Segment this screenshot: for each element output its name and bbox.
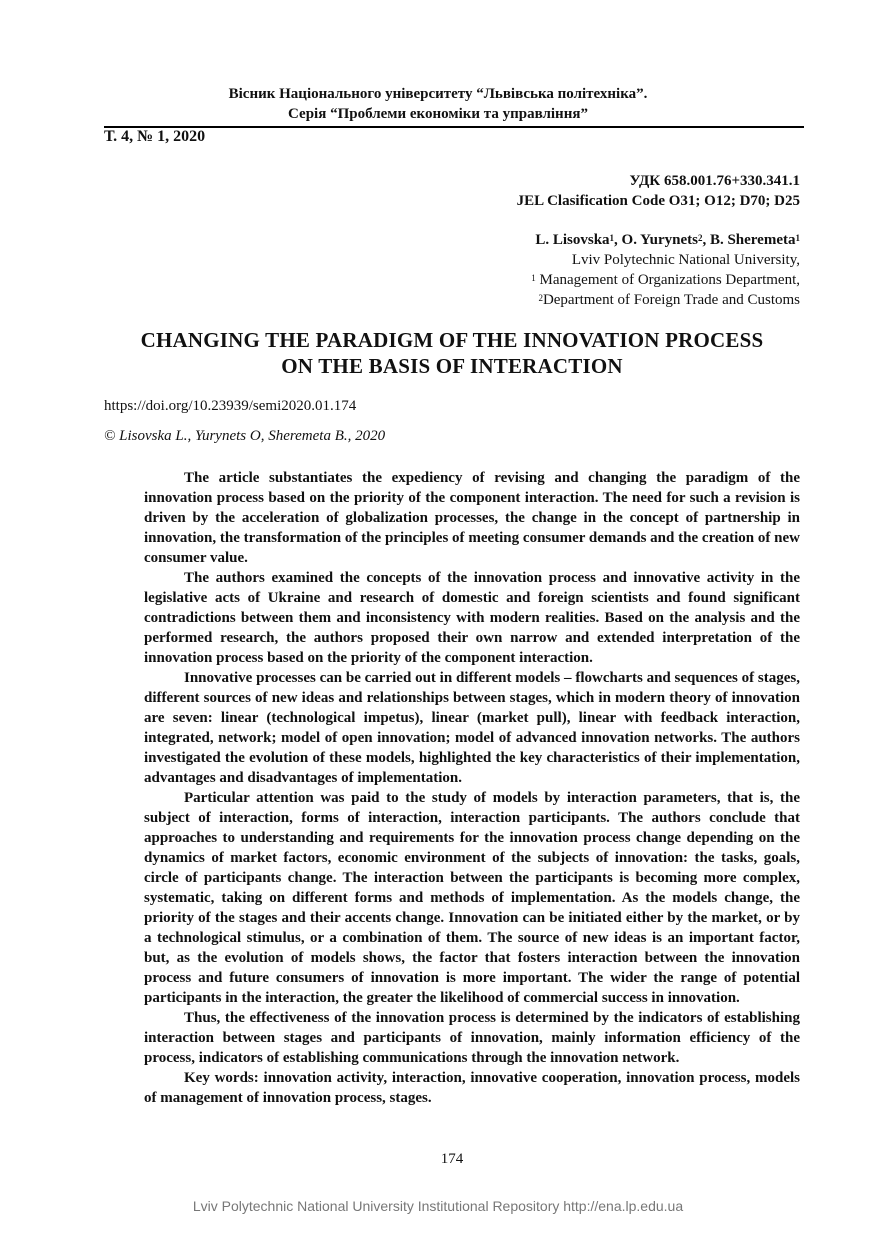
volume-issue: Т. 4, № 1, 2020: [104, 128, 206, 145]
author-sup: 1: [795, 233, 800, 243]
doi-link[interactable]: https://doi.org/10.23939/semi2020.01.174: [104, 398, 357, 414]
affiliation-text: Management of Organizations Department,: [535, 272, 800, 288]
repository-footer: Lviv Polytechnic National University Institutional Repository http://ena.lp.edu.ua: [192, 1198, 684, 1214]
article-title: [0, 327, 876, 379]
author-sup: 2: [697, 233, 703, 243]
author-names: [531, 230, 800, 250]
keywords-paragraph: Key words: innovation activity, interaction, innovative cooperation, innovation process, models of management of innovation process, stages.: [144, 1070, 800, 1106]
abstract-paragraph: The article substantiates the expediency of revising and changing the paradigm of the innovation process based on the priority of the component interaction. The need for such a revision is driven by the acceleration of globalization processes, the change in the concept of partnership in innovation, the transformation of the principles of meeting consumer demands and the creation of new consumer value.: [144, 470, 800, 566]
classification-block: [517, 171, 800, 211]
jel-prefix: JEL Clasification Code: [516, 193, 669, 209]
article-title-line1: CHANGING THE PARADIGM OF THE INNOVATION PROCESS: [140, 328, 764, 352]
copyright-line: © Lisovska L., Yurynets O, Sheremeta B., 2020: [104, 428, 386, 444]
header-rule: [104, 126, 804, 128]
authors-block: [531, 230, 800, 310]
author-name: B. Sheremeta: [709, 232, 796, 248]
affiliation: [531, 290, 800, 310]
article-title-line2: ON THE BASIS OF INTERACTION: [281, 354, 623, 378]
author-sup: 1: [609, 233, 615, 243]
affiliation-sup: 2: [538, 293, 543, 303]
author-sep: ,: [702, 232, 710, 248]
author-name: O. Yurynets: [621, 232, 698, 248]
university: Lviv Polytechnic National University,: [571, 252, 800, 268]
journal-series-line: Серія “Проблеми економіки та управління”: [288, 106, 588, 122]
journal-title-line1: Вісник Національного університету “Львівська політехніка”.: [228, 86, 648, 102]
abstract-paragraph: Thus, the effectiveness of the innovation process is determined by the indicators of establishing interaction between stages and participants of innovation, mainly information efficiency of the process, indicators of establishing communications through the innovation network.: [144, 1010, 800, 1066]
page-number: 174: [440, 1151, 464, 1167]
affiliation: [531, 270, 800, 290]
abstract-paragraph: The authors examined the concepts of the innovation process and innovative activity in the legislative acts of Ukraine and research of domestic and foreign scientists and found significant contradictions between them and inconsistency with modern realities. Based on the analysis and the performed research, the authors proposed their own narrow and extended interpretation of the innovation process based on the priority of the component interaction.: [144, 570, 800, 666]
jel-code: [517, 191, 800, 211]
abstract: [144, 468, 800, 1108]
author-name: L. Lisovska: [535, 232, 610, 248]
author-sep: ,: [614, 232, 622, 248]
affiliation-sup: 1: [531, 273, 536, 283]
udc-code: УДК 658.001.76+330.341.1: [629, 173, 800, 189]
journal-title: [0, 84, 876, 124]
affiliation-text: Department of Foreign Trade and Customs: [542, 292, 800, 308]
abstract-paragraph: Particular attention was paid to the study of models by interaction parameters, that is, the subject of interaction, forms of interaction, interaction participants. The authors conclude that approaches to understanding and requirements for the innovation process change depending on the dynamics of market factors, economic environment of the subjects of innovation: the tasks, goals, circle of participants change. The interaction between the participants is becoming more complex, systematic, taking on different forms and methods of implementation. As the models change, the priority of the stages and their accents change. Innovation can be initiated either by the market, or by a technological stimulus, or a combination of them. The source of new ideas is an important factor, but, as the evolution of models shows, the factor that fosters interaction between the innovation process and future consumers of innovation is more important. The wider the range of potential participants in the interaction, the greater the likelihood of commercial success in innovation.: [144, 790, 800, 1006]
jel-codes: O31; O12; D70; D25: [668, 193, 800, 209]
abstract-paragraph: Innovative processes can be carried out in different models – flowcharts and sequences of stages, different sources of new ideas and relationships between stages, which in modern theory of innovation are seven: linear (technological impetus), linear (market pull), linear with feedback interaction, integrated, network; model of open innovation; model of advanced innovation networks. The authors investigated the evolution of these models, highlighted the key characteristics of their implementation, advantages and disadvantages of implementation.: [144, 670, 800, 786]
